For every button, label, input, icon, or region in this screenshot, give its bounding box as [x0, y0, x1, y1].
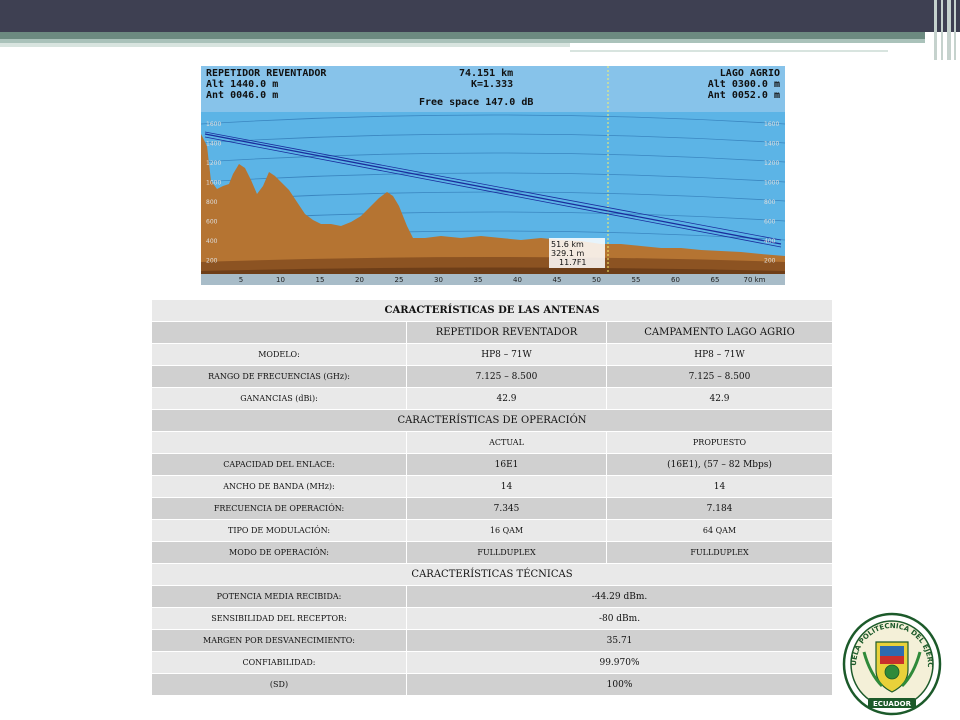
- x-tick-label: 60: [671, 276, 680, 284]
- row-label: CAPACIDAD DEL ENLACE:: [152, 454, 407, 476]
- x-tick-label: 30: [434, 276, 443, 284]
- row-value: 7.184: [607, 498, 833, 520]
- operation-section-title: CARACTERÍSTICAS DE OPERACIÓN: [152, 410, 833, 432]
- y-tick-label-left: 200: [206, 257, 218, 265]
- row-label: RANGO DE FRECUENCIAS (GHz):: [152, 366, 407, 388]
- profile-right-title: LAGO AGRIO: [719, 68, 780, 79]
- y-tick-label-right: 1200: [764, 160, 780, 167]
- row-value: -44.29 dBm.: [407, 586, 833, 608]
- row-label: MODO DE OPERACIÓN:: [152, 542, 407, 564]
- profile-right-alt: Alt 0300.0 m: [707, 79, 780, 90]
- row-value: 64 QAM: [607, 520, 833, 542]
- y-tick-label-right: 200: [764, 257, 776, 265]
- seal-top-text: UELA POLITECNICA DEL EJERC: [849, 621, 935, 668]
- seal-bottom-text: ECUADOR: [873, 700, 911, 708]
- header-actual: ACTUAL: [407, 432, 607, 454]
- row-value: 14: [607, 476, 833, 498]
- header-reventador: REPETIDOR REVENTADOR: [407, 322, 607, 344]
- technical-section-title: CARACTERÍSTICAS TÉCNICAS: [152, 564, 833, 586]
- x-tick-label: 55: [631, 276, 641, 284]
- row-label: FRECUENCIA DE OPERACIÓN:: [152, 498, 407, 520]
- y-tick-label-left: 400: [206, 238, 218, 245]
- row-label: SENSIBILIDAD DEL RECEPTOR:: [152, 608, 407, 630]
- x-tick-label: 70 km: [743, 276, 766, 284]
- profile-k-factor: K=1.333: [471, 79, 514, 90]
- y-tick-label-left: 1600: [206, 121, 222, 128]
- banner-line: [570, 50, 888, 52]
- x-tick-label: 10: [276, 276, 285, 284]
- banner-stripe: [0, 32, 925, 39]
- x-tick-label: 5: [238, 276, 244, 284]
- link-profile-image: [201, 66, 785, 285]
- y-tick-label-left: 800: [206, 199, 218, 206]
- y-tick-label-right: 600: [764, 218, 776, 226]
- y-tick-label-left: 1200: [206, 160, 222, 167]
- profile-left-alt: Alt 1440.0 m: [206, 79, 279, 90]
- top-banner: [0, 0, 960, 32]
- x-tick-label: 15: [315, 276, 325, 284]
- x-tick-label: 20: [355, 276, 364, 284]
- x-tick-label: 40: [513, 276, 522, 284]
- row-label: CONFIABILIDAD:: [152, 652, 407, 674]
- row-label: GANANCIAS (dBi):: [152, 388, 407, 410]
- header-propuesto: PROPUESTO: [607, 432, 833, 454]
- profile-left-ant: Ant 0046.0 m: [206, 90, 279, 101]
- row-value: (16E1), (57 – 82 Mbps): [607, 454, 833, 476]
- y-tick-label-right: 1400: [764, 140, 780, 148]
- row-label: POTENCIA MEDIA RECIBIDA:: [152, 586, 407, 608]
- x-tick-label: 50: [592, 276, 601, 284]
- y-tick-label-left: 1400: [206, 140, 222, 148]
- x-tick-label: 25: [394, 276, 404, 284]
- marker-fresnel: 11.7F1: [559, 258, 587, 267]
- row-label: (SD): [152, 674, 407, 696]
- row-label: MODELO:: [152, 344, 407, 366]
- x-tick-label: 65: [710, 276, 720, 284]
- row-value: 35.71: [407, 630, 833, 652]
- row-value: 42.9: [607, 388, 833, 410]
- espe-seal-logo: [842, 612, 942, 716]
- banner-stripe: [0, 43, 570, 47]
- row-value: 7.125 – 8.500: [607, 366, 833, 388]
- row-value: 14: [407, 476, 607, 498]
- row-value: FULLDUPLEX: [607, 542, 833, 564]
- x-tick-label: 45: [552, 276, 562, 284]
- row-value: 7.125 – 8.500: [407, 366, 607, 388]
- row-value: 16 QAM: [407, 520, 607, 542]
- row-value: HP8 – 71W: [607, 344, 833, 366]
- row-value: -80 dBm.: [407, 608, 833, 630]
- corner-decoration: [928, 0, 960, 60]
- y-tick-label-left: 1000: [206, 179, 222, 187]
- row-value: 99.970%: [407, 652, 833, 674]
- x-tick-label: 35: [473, 276, 483, 284]
- header-blank-cell: [152, 432, 407, 454]
- y-tick-label-right: 1600: [764, 121, 780, 128]
- y-tick-label-right: 1000: [764, 179, 780, 187]
- row-label: MARGEN POR DESVANECIMIENTO:: [152, 630, 407, 652]
- y-tick-label-right: 400: [764, 238, 776, 245]
- marker-distance: 51.6 km: [551, 240, 584, 249]
- characteristics-table: [151, 299, 833, 696]
- y-tick-label-right: 800: [764, 199, 776, 206]
- profile-free-space: Free space 147.0 dB: [419, 97, 534, 108]
- header-lago-agrio: CAMPAMENTO LAGO AGRIO: [607, 322, 833, 344]
- row-value: 7.345: [407, 498, 607, 520]
- row-value: HP8 – 71W: [407, 344, 607, 366]
- row-value: FULLDUPLEX: [407, 542, 607, 564]
- row-value: 42.9: [407, 388, 607, 410]
- y-tick-label-left: 600: [206, 218, 218, 226]
- profile-distance: 74.151 km: [459, 68, 514, 79]
- row-value: 100%: [407, 674, 833, 696]
- row-value: 16E1: [407, 454, 607, 476]
- profile-left-title: REPETIDOR REVENTADOR: [206, 68, 327, 79]
- antenna-section-title: CARACTERÍSTICAS DE LAS ANTENAS: [152, 300, 833, 322]
- profile-right-ant: Ant 0052.0 m: [707, 90, 780, 101]
- header-blank-cell: [152, 322, 407, 344]
- marker-height: 329.1 m: [551, 249, 585, 258]
- row-label: TIPO DE MODULACIÓN:: [152, 520, 407, 542]
- row-label: ANCHO DE BANDA (MHz):: [152, 476, 407, 498]
